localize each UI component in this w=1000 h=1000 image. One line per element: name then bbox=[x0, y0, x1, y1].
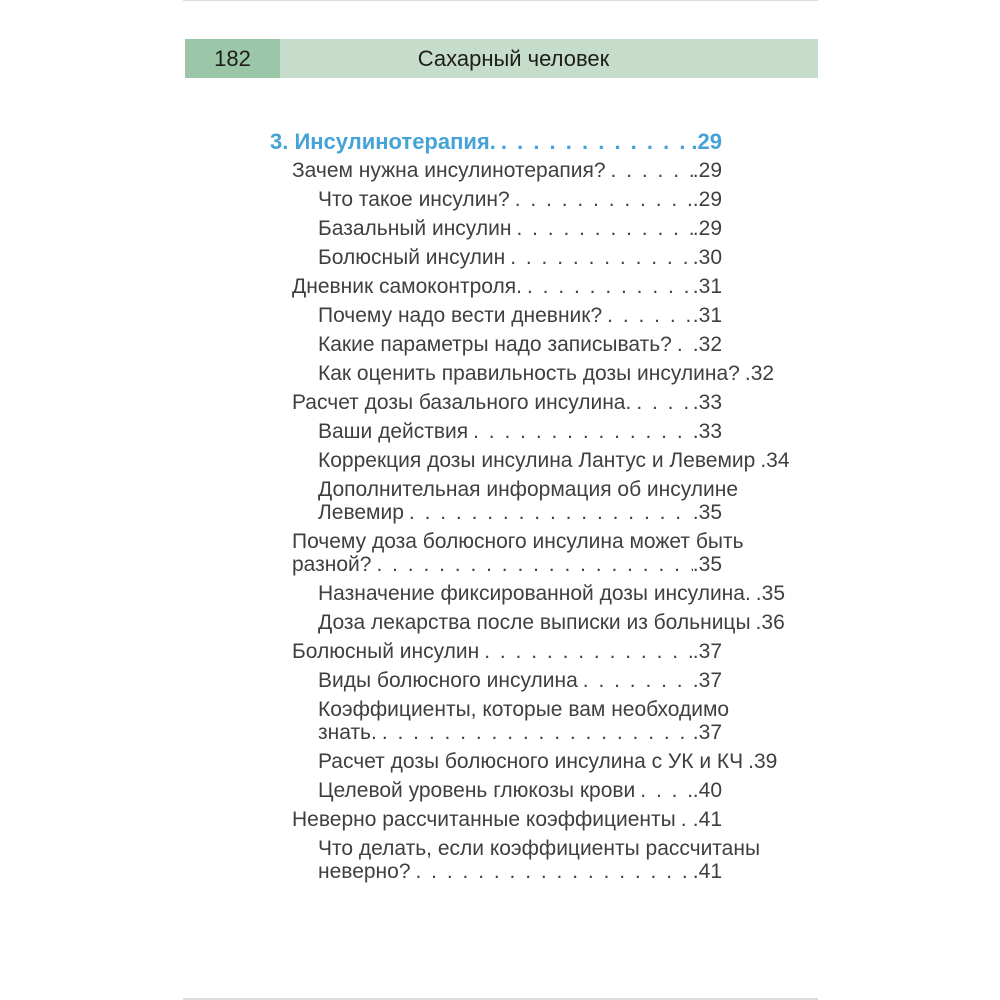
toc-entry-page-number: . 39 bbox=[748, 750, 777, 773]
toc-entry bbox=[270, 698, 730, 744]
toc-entry-row bbox=[318, 188, 722, 211]
toc-entry bbox=[270, 611, 785, 634]
toc-entry-row bbox=[292, 640, 722, 663]
toc-entry-label: неверно? bbox=[318, 860, 411, 883]
toc-entry-page-number: . 35 bbox=[756, 582, 785, 605]
toc-entry-wrap-line: Коэффициенты, которые вам необходимо bbox=[318, 698, 730, 721]
toc-entry-page-number: . 40 bbox=[693, 779, 722, 802]
dot-leader bbox=[409, 501, 693, 524]
toc-entry-page-number: . 30 bbox=[693, 246, 722, 269]
toc-entry bbox=[270, 582, 785, 605]
toc-entry-page-number: . 33 bbox=[693, 420, 722, 443]
toc-entry-page-number: . 37 bbox=[693, 640, 722, 663]
toc-entry-label: Что такое инсулин? bbox=[318, 188, 510, 211]
page-number: 182 bbox=[214, 45, 251, 71]
toc-entry-row bbox=[318, 217, 722, 240]
toc-entry-row bbox=[292, 391, 722, 414]
dot-leader bbox=[473, 420, 693, 443]
toc-entry-page-number: . 34 bbox=[760, 449, 789, 472]
toc-entry bbox=[270, 750, 778, 773]
toc-entry-row bbox=[318, 860, 722, 883]
toc-entry-page-number: . 31 bbox=[693, 275, 722, 298]
toc-entry-row bbox=[292, 159, 722, 182]
book-title: Сахарный человек bbox=[417, 45, 610, 71]
toc-entry-row bbox=[318, 779, 722, 802]
toc-entry bbox=[270, 188, 722, 211]
toc-entry-row bbox=[318, 304, 722, 327]
toc-entry-label: Целевой уровень глюкозы крови bbox=[318, 779, 636, 802]
dot-leader bbox=[681, 808, 693, 831]
toc-entry-row bbox=[318, 449, 790, 472]
toc-entry bbox=[270, 159, 722, 182]
toc-entry-page-number: . 29 bbox=[693, 159, 722, 182]
toc-entry-label: Коррекция дозы инсулина Лантус и Левемир bbox=[318, 449, 756, 472]
toc-entry-page-number: . 33 bbox=[693, 391, 722, 414]
toc-entry bbox=[270, 808, 722, 831]
toc-entry-page-number: . 41 bbox=[693, 808, 722, 831]
toc-chapter-entry bbox=[270, 130, 722, 153]
toc-entry-row bbox=[292, 808, 722, 831]
toc-entry-label: Назначение фиксированной дозы инсулина. bbox=[318, 582, 751, 605]
dot-leader bbox=[416, 860, 693, 883]
dot-leader bbox=[516, 217, 692, 240]
toc-entry-row bbox=[318, 669, 722, 692]
toc-entry bbox=[270, 530, 744, 576]
toc-entry-row bbox=[318, 246, 722, 269]
toc-entry-label: Левемир bbox=[318, 501, 404, 524]
dot-leader bbox=[527, 275, 693, 298]
toc-entry-label: разной? bbox=[292, 553, 372, 576]
dot-leader bbox=[510, 246, 693, 269]
toc-entry bbox=[270, 304, 722, 327]
toc-entry-row bbox=[270, 130, 722, 153]
toc-entry-page-number: . 37 bbox=[693, 721, 722, 744]
dot-leader bbox=[636, 391, 692, 414]
dot-leader bbox=[611, 159, 693, 182]
toc-entry bbox=[270, 333, 722, 356]
toc-entry-row bbox=[318, 420, 722, 443]
toc-entry-row bbox=[318, 333, 722, 356]
toc-entry-label: Болюсный инсулин bbox=[292, 640, 480, 663]
toc-entry-row bbox=[318, 501, 722, 524]
dot-leader bbox=[484, 640, 693, 663]
toc-entry-page-number: . 37 bbox=[693, 669, 722, 692]
toc-entry-page-number: . 35 bbox=[693, 553, 722, 576]
toc-entry-page-number: . 32 bbox=[693, 333, 722, 356]
toc-entry-page-number: . 41 bbox=[693, 860, 722, 883]
toc-entry-page-number: . 29 bbox=[693, 188, 722, 211]
toc-entry-row bbox=[318, 582, 785, 605]
toc-entry-label: Как оценить правильность дозы инсулина? bbox=[318, 362, 740, 385]
toc-entry-label: Какие параметры надо записывать? bbox=[318, 333, 672, 356]
dot-leader bbox=[382, 721, 693, 744]
dot-leader bbox=[376, 553, 692, 576]
toc-entry-page-number: . 35 bbox=[693, 501, 722, 524]
toc-entry-label: Зачем нужна инсулинотерапия? bbox=[292, 159, 606, 182]
toc-entry-label: Болюсный инсулин bbox=[318, 246, 506, 269]
toc-entry-wrap-line: Дополнительная информация об инсулине bbox=[318, 478, 739, 501]
toc-entry bbox=[270, 420, 722, 443]
toc-entry bbox=[270, 275, 722, 298]
toc-entry-row bbox=[318, 721, 722, 744]
toc-entry-page-number: . 29 bbox=[691, 130, 722, 153]
toc-entry-label: Расчет дозы болюсного инсулина с УК и КЧ bbox=[318, 750, 744, 773]
book-page bbox=[183, 0, 818, 1000]
toc-entry bbox=[270, 217, 722, 240]
toc-entry-label: Ваши действия bbox=[318, 420, 469, 443]
toc-entry-label: Почему надо вести дневник? bbox=[318, 304, 603, 327]
toc-entry bbox=[270, 362, 775, 385]
toc-entry-row bbox=[292, 275, 722, 298]
dot-leader bbox=[515, 188, 693, 211]
toc-entry-label: 3. Инсулинотерапия. bbox=[270, 129, 496, 154]
toc-entry-label: Доза лекарства после выписки из больницы bbox=[318, 611, 751, 634]
toc-entry bbox=[270, 779, 722, 802]
toc-entry-page-number: . 36 bbox=[756, 611, 785, 634]
toc-entry bbox=[270, 449, 790, 472]
toc-entry-page-number: . 32 bbox=[745, 362, 774, 385]
toc-entry-wrap-line: Что делать, если коэффициенты рассчитаны bbox=[318, 837, 761, 860]
toc-entry-row bbox=[318, 750, 778, 773]
dot-leader bbox=[583, 669, 693, 692]
toc-entry bbox=[270, 640, 722, 663]
toc-entry-wrap-line: Почему доза болюсного инсулина может быть bbox=[292, 530, 744, 553]
toc-entry-row bbox=[318, 611, 785, 634]
toc-entry bbox=[270, 837, 761, 883]
toc-entry-label: знать. bbox=[318, 721, 377, 744]
dot-leader bbox=[501, 130, 692, 153]
toc-entry-label: Базальный инсулин bbox=[318, 217, 512, 240]
toc-entry-label: Дневник самоконтроля. bbox=[292, 275, 522, 298]
toc-entry-row bbox=[318, 362, 775, 385]
dot-leader bbox=[640, 779, 693, 802]
toc-entry-page-number: . 31 bbox=[693, 304, 722, 327]
toc-entry-label: Расчет дозы базального инсулина. bbox=[292, 391, 632, 414]
toc-entry bbox=[270, 246, 722, 269]
toc-list bbox=[270, 129, 790, 889]
toc-entry bbox=[270, 391, 722, 414]
dot-leader bbox=[607, 304, 693, 327]
toc-entry-label: Виды болюсного инсулина bbox=[318, 669, 578, 692]
toc-entry bbox=[270, 478, 739, 524]
toc-entry-label: Неверно рассчитанные коэффициенты bbox=[292, 808, 676, 831]
toc-entry-row bbox=[292, 553, 722, 576]
toc-entry-page-number: . 29 bbox=[693, 217, 722, 240]
running-header bbox=[183, 39, 818, 78]
toc-entry bbox=[270, 669, 722, 692]
dot-leader bbox=[677, 333, 693, 356]
